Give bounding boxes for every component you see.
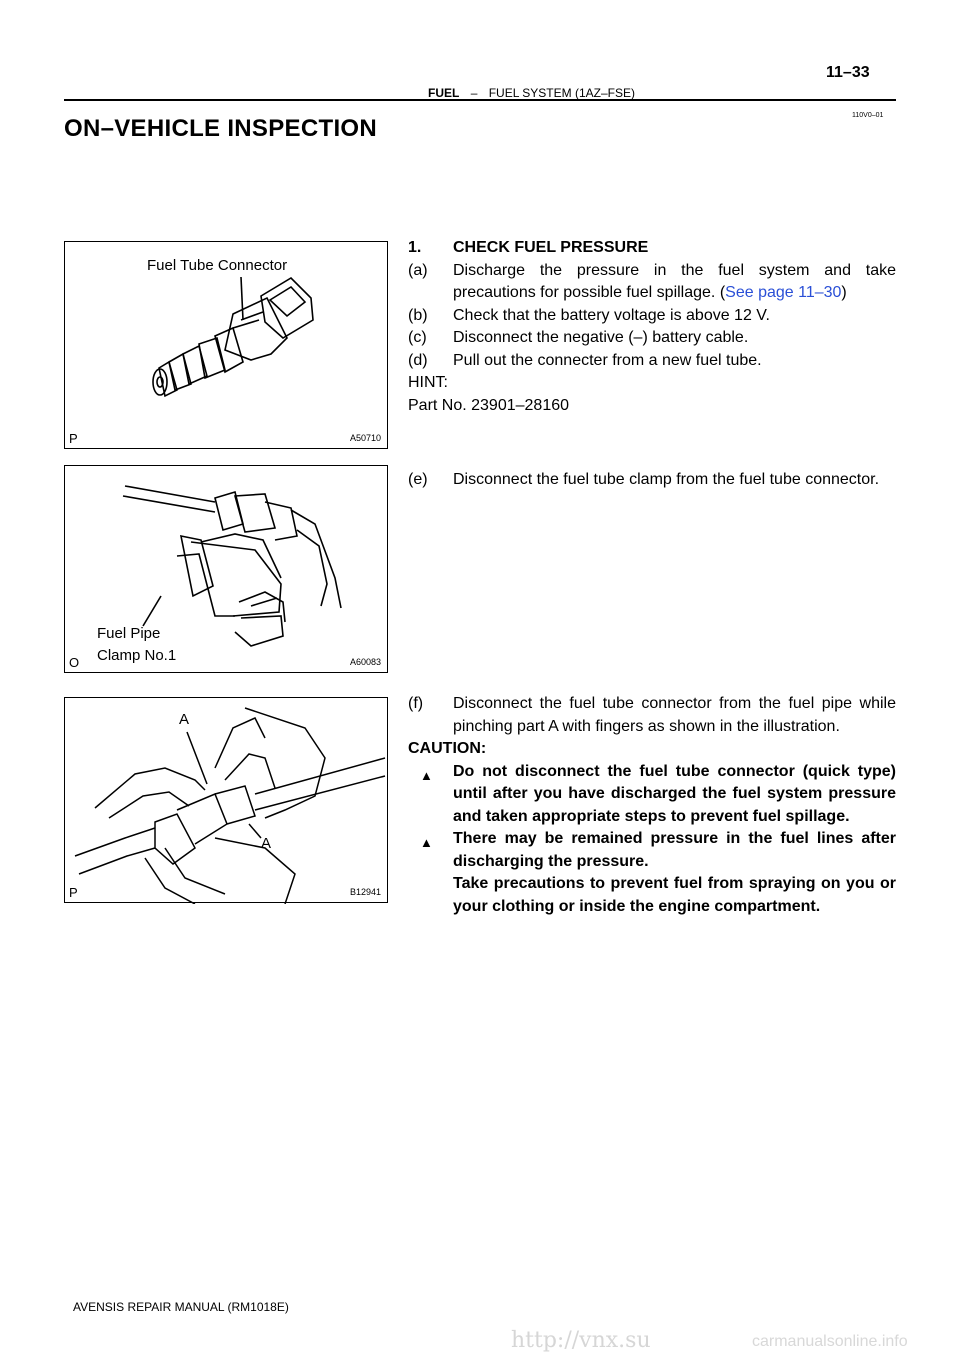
item-text: Disconnect the fuel tube connector from the fuel pipe while pinching part A with fingers as shown in the illustration. — [453, 695, 896, 735]
caution-text: Do not disconnect the fuel tube connector (quick type) until after you have discharged the fuel system pressure and taken appropriate steps to prevent fuel spillage. — [453, 762, 896, 825]
header-section-title — [428, 86, 635, 100]
watermark-url: http://vnx.su — [511, 1328, 651, 1353]
item-label: (d) — [408, 351, 428, 369]
caution-label: CAUTION: — [408, 740, 487, 757]
item-text: Disconnect the negative (–) battery cable. — [453, 329, 749, 346]
page-title: ON–VEHICLE INSPECTION — [64, 115, 378, 142]
caution-triangle-icon: ▲ — [420, 835, 433, 850]
figure-label-part-a-top: A — [179, 711, 190, 728]
hint-label: HINT: — [408, 374, 448, 391]
figure-code: A50710 — [349, 433, 381, 443]
step-1-heading-row — [408, 237, 896, 260]
hint-text: Part No. 23901–28160 — [408, 396, 570, 414]
step-item-e-block — [408, 469, 896, 492]
step-heading: CHECK FUEL PRESSURE — [453, 239, 649, 256]
caution-text-extra: Take precautions to prevent fuel from spraying on you or your clothing or inside the engine compartment. — [453, 875, 896, 915]
item-text-tail: ) — [841, 284, 847, 301]
item-text: Pull out the connecter from a new fuel tube. — [453, 351, 762, 369]
item-label: (c) — [408, 329, 427, 346]
item-label: (f) — [408, 695, 424, 712]
caution-triangle-icon: ▲ — [420, 767, 433, 783]
item-label: (e) — [408, 471, 428, 488]
footer-manual-title: AVENSIS REPAIR MANUAL (RM1018E) — [73, 1300, 289, 1314]
step-item-b — [408, 305, 896, 328]
doc-code: 110V0–01 — [852, 112, 884, 119]
item-text: Disconnect the fuel tube clamp from the fuel tube connector. — [453, 471, 880, 488]
figure-disconnect-connector — [64, 697, 388, 903]
figure-label-clamp-no1: Clamp No.1 — [97, 647, 177, 664]
caution-item-2 — [408, 828, 896, 918]
figure-fuel-tube-connector — [64, 241, 388, 449]
figure-label-fuel-tube-connector: Fuel Tube Connector — [147, 257, 288, 274]
figure-mark: P — [69, 431, 78, 446]
item-text — [453, 260, 896, 305]
see-page-link[interactable]: See page 11–30 — [725, 284, 842, 301]
figure-code: A60083 — [349, 657, 381, 667]
step-item-f-block — [408, 693, 896, 918]
hands-pinching-connector-illustration — [65, 698, 389, 904]
figure-mark: P — [69, 885, 78, 900]
header-subsection: FUEL SYSTEM (1AZ–FSE) — [488, 86, 635, 100]
item-text: Check that the battery voltage is above 12 V. — [453, 306, 770, 324]
header-separator: – — [470, 86, 478, 100]
page-number: 11–33 — [826, 64, 870, 81]
header-divider — [64, 99, 896, 101]
item-label: (b) — [408, 306, 428, 324]
step-item-a — [408, 260, 896, 305]
watermark-site: carmanualsonline.info — [752, 1333, 908, 1350]
step-item-d — [408, 350, 896, 373]
caution-text: There may be remained pressure in the fuel lines after discharging the pressure. — [453, 830, 896, 870]
step-item-e — [408, 469, 896, 492]
step-1-block — [408, 237, 896, 417]
step-number: 1. — [408, 239, 422, 256]
header-section: FUEL — [428, 86, 460, 100]
item-text-main: Discharge the pressure in the fuel system and take precautions for possible fuel spillage. ( — [453, 261, 896, 301]
step-item-c — [408, 327, 896, 350]
caution-item-1 — [408, 761, 896, 829]
figure-label-part-a-bottom: A — [261, 835, 272, 852]
item-label: (a) — [408, 261, 428, 279]
figure-mark: O — [69, 655, 80, 670]
step-item-f — [408, 693, 896, 738]
figure-fuel-pipe-clamp — [64, 465, 388, 673]
figure-label-fuel-pipe: Fuel Pipe — [97, 625, 161, 642]
figure-code: B12941 — [349, 887, 381, 897]
